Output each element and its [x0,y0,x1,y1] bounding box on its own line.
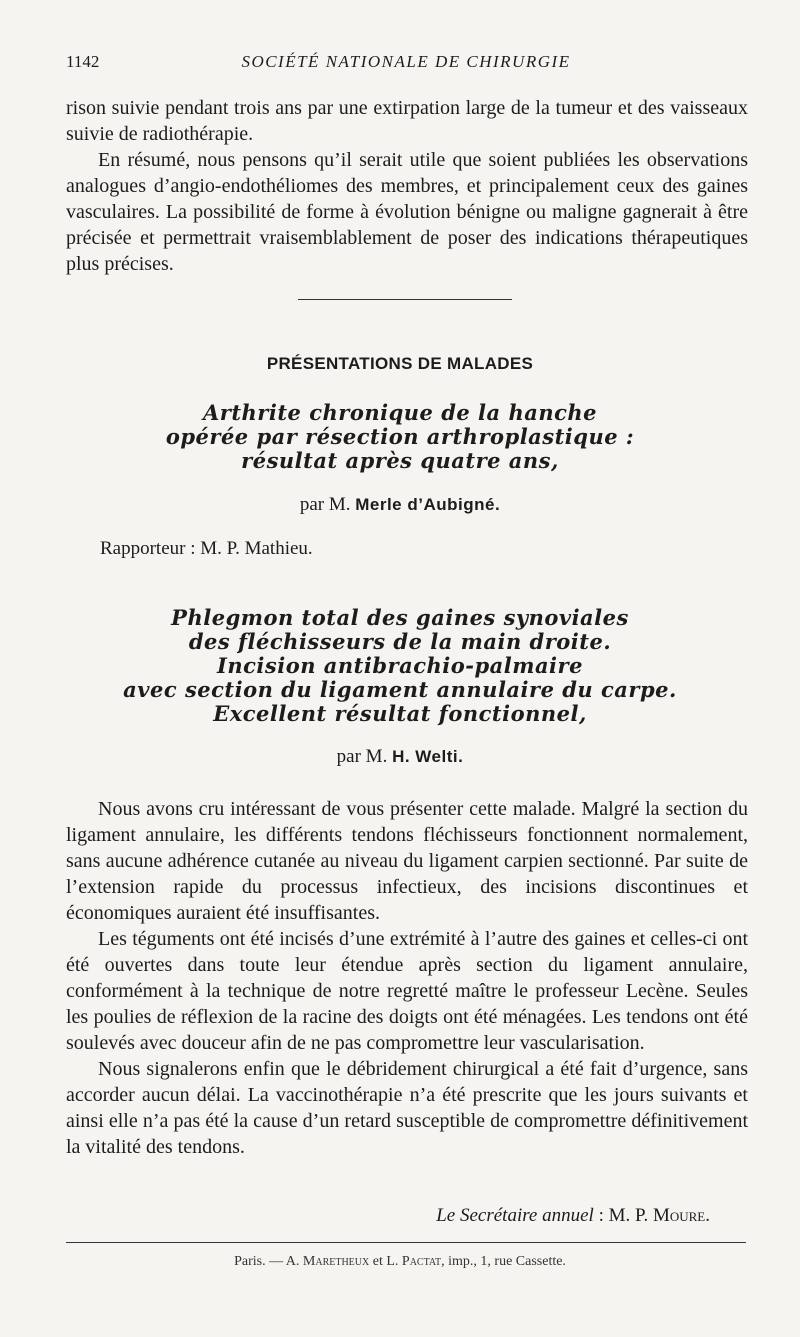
article-2-title-line: Phlegmon total des gaines synoviales [171,605,629,630]
article-1-byline [0,494,800,516]
article-1-by: par M. [299,494,351,515]
article-2-paragraph-3: Nous signalerons enfin que le débridement chirurgical a été fait d’urgence, sans accorder aucun délai. La vaccinothérapie n’a été prescrite que les jours suivants et ainsi elle n’a pas été la cause d’un retard susceptible de compromettre définitivement la vitalité des tendons. [66,1058,748,1158]
imprint-printer-1: Maretheux [302,1254,370,1269]
section-divider [298,299,512,300]
article-2-by: par M. [336,746,388,767]
imprint-prefix: Paris. — A. [234,1254,303,1269]
imprint-printer-2: Pactat [401,1254,442,1269]
section-heading: PRÉSENTATIONS DE MALADES [266,354,534,373]
footer-rule [66,1242,746,1243]
imprint-suffix: , imp., 1, rue Cassette. [441,1254,566,1269]
running-header [66,52,746,76]
printer-imprint [0,1254,800,1270]
signature-name: Moure. [652,1205,710,1226]
article-1-rapporteur: Rapporteur : M. P. Mathieu. [100,538,313,559]
article-2-body [66,796,748,1160]
intro-text [66,95,748,277]
article-2-title-line: Incision antibrachio-palmaire [217,653,583,678]
article-2-paragraph-1: Nous avons cru intéressant de vous présenter cette malade. Malgré la section du ligament annulaire, les différents tendons fléchisseurs fonctionnent normalement, sans aucune adhérence cutanée au niveau du ligament carpien sectionné. Par suite de l’extension rapide du processus infectieux, des incisions discontinues et économiques auraient été insuffisantes. [66,798,748,924]
intro-paragraph-2: En résumé, nous pensons qu’il serait utile que soient publiées les observations analogues d’angio-endothéliomes des membres, et principalement ceux des gaines vasculaires. La possibilité de forme à évolution bénigne ou maligne gagnerait à être précisée et permettrait vraisemblablement de poser des indications thérapeutiques plus précises. [66,149,748,275]
article-2-title-line: Excellent résultat fonctionnel, [213,701,587,726]
article-1-title-line: Arthrite chronique de la hanche [202,400,598,425]
article-2-title [0,606,800,726]
article-1-title [0,401,800,473]
signature [0,1205,710,1227]
article-2-paragraph-2: Les téguments ont été incisés d’une extrémité à l’autre des gaines et celles-ci ont été ouvertes dans toute leur étendue après section du ligament annulaire, conformément à la technique de notre regretté maître le professeur Lecène. Seules les poulies de réflexion de la racine des doigts ont été ménagées. Les tendons ont été soulevés avec douceur afin de ne pas compromettre leur vascularisation. [66,928,748,1054]
signature-role: Le Secrétaire annuel [436,1205,594,1226]
article-2-title-line: avec section du ligament annulaire du carpe. [123,677,677,702]
page-number: 1142 [66,52,100,71]
article-1-title-line: résultat après quatre ans, [241,448,559,473]
article-1-title-line: opérée par résection arthroplastique : [165,424,635,449]
imprint-middle: et L. [369,1254,402,1269]
article-1-author: Merle d’Aubigné. [355,495,501,514]
intro-paragraph-1: rison suivie pendant trois ans par une extirpation large de la tumeur et des vaisseaux suivie de radiothérapie. [66,97,748,145]
running-title: SOCIÉTÉ NATIONALE DE CHIRURGIE [241,52,571,71]
article-2-author: H. Welti. [392,747,464,766]
article-2-byline [0,746,800,768]
article-2-title-line: des fléchisseurs de la main droite. [188,629,612,654]
signature-separator: : M. P. [593,1205,653,1226]
